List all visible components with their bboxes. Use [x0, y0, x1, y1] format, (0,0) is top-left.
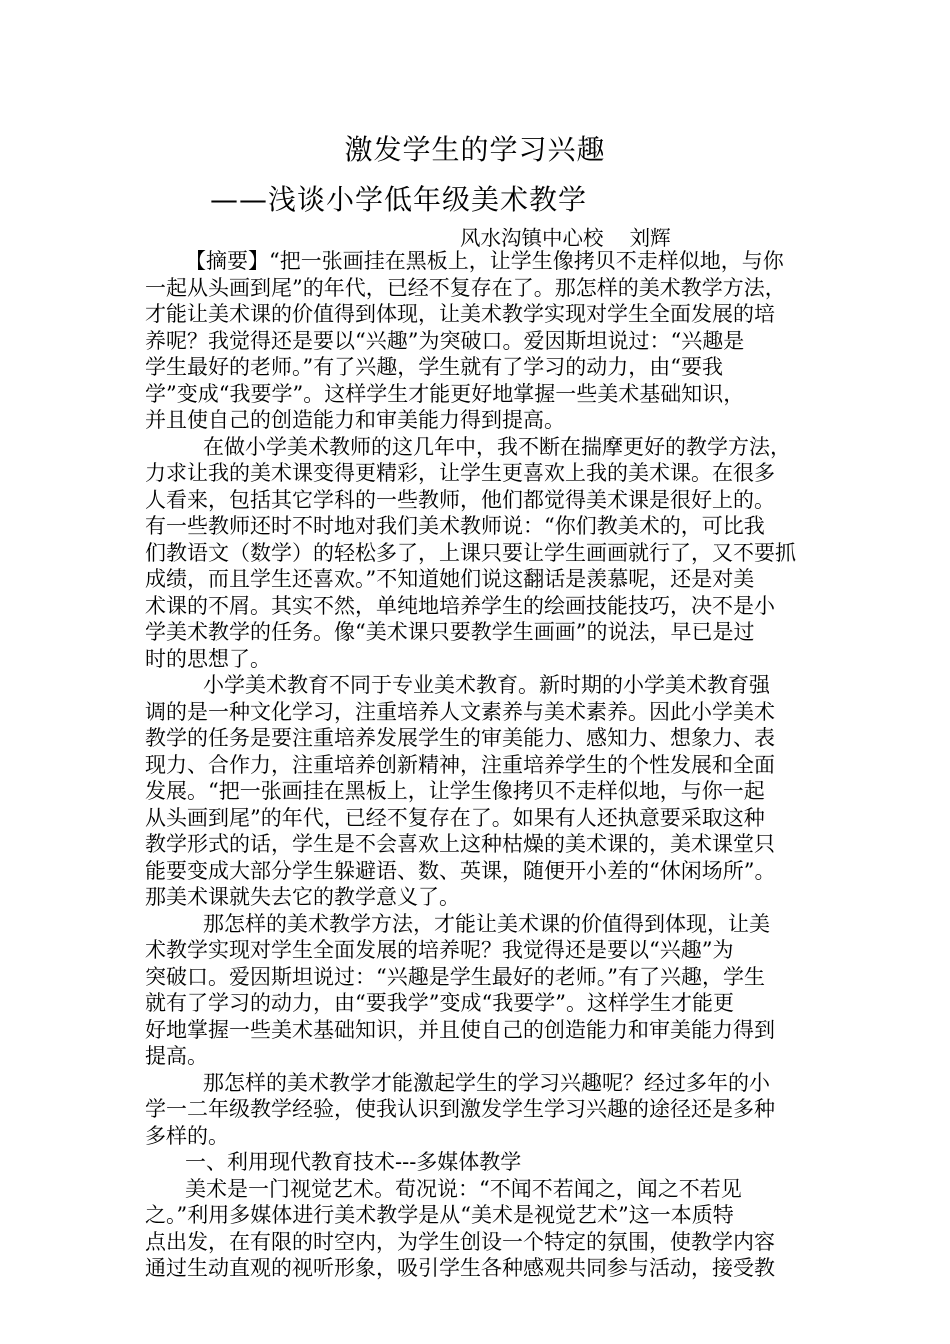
- text-line: 好地掌握一些美术基础知识，并且使自己的创造能力和审美能力得到: [145, 1017, 775, 1042]
- text-line: 【摘要】“把一张画挂在黑板上，让学生像拷贝不走样似地，与你: [185, 249, 784, 273]
- document-subtitle: ——浅谈小学低年级美术教学: [210, 183, 588, 216]
- text-line: 调的是一种文化学习，注重培养人文素养与美术素养。因此小学美术: [145, 699, 775, 724]
- text-line: 成绩，而且学生还喜欢。”不知道她们说这翻话是羡慕呢，还是对美: [145, 567, 755, 591]
- text-line: 那怎样的美术教学才能激起学生的学习兴趣呢？经过多年的小: [203, 1070, 770, 1095]
- text-line: 现力、合作力，注重培养创新精神，注重培养学生的个性发展和全面: [145, 752, 775, 777]
- document-body: [145, 248, 817, 1282]
- text-line: 突破口。爱因斯坦说过：“兴趣是学生最好的老师。”有了兴趣，学生: [145, 964, 765, 989]
- text-line: 能要变成大部分学生躲避语、数、英课，随便开小差的“休闲场所”。: [145, 858, 776, 883]
- text-line: 发展。“把一张画挂在黑板上，让学生像拷贝不走样似地，与你一起: [145, 779, 765, 803]
- text-line: 从头画到尾”的年代，已经不复存在了。如果有人还执意要采取这种: [145, 805, 765, 830]
- text-line: 一、利用现代教育技术---多媒体教学: [185, 1150, 522, 1174]
- text-line: 一起从头画到尾”的年代，已经不复存在了。那怎样的美术教学方法，: [145, 275, 786, 300]
- text-line: 提高。: [145, 1044, 208, 1068]
- text-line: 教学的任务是要注重培养发展学生的审美能力、感知力、想象力、表: [145, 726, 775, 750]
- text-line: 术课的不屑。其实不然，单纯地培养学生的绘画技能技巧，决不是小: [145, 593, 775, 618]
- text-line: 并且使自己的创造能力和审美能力得到提高。: [145, 408, 565, 432]
- text-line: 通过生动直观的视听形象，吸引学生各种感观共同参与活动，接受教: [145, 1256, 775, 1280]
- text-line: 那美术课就失去它的教学意义了。: [145, 885, 460, 909]
- text-line: 有一些教师还时不时地对我们美术教师说：“你们教美术的，可比我: [145, 514, 765, 538]
- text-line: 在做小学美术教师的这几年中，我不断在揣摩更好的教学方法，: [203, 434, 791, 459]
- author-line: 风水沟镇中心校 刘辉: [460, 226, 671, 250]
- text-line: 就有了学习的动力，由“要我学”变成“我要学”。这样学生才能更: [145, 991, 734, 1015]
- text-line: 美术是一门视觉艺术。荀况说：“不闻不若闻之，闻之不若见: [185, 1176, 742, 1201]
- text-line: 时的思想了。: [145, 646, 271, 671]
- text-line: 们教语文（数学）的轻松多了，上课只要让学生画画就行了，又不要抓: [145, 540, 796, 565]
- document-title: 激发学生的学习兴趣: [344, 133, 606, 166]
- text-line: 教学形式的话，学生是不会喜欢上这种枯燥的美术课的，美术课堂只: [145, 832, 775, 856]
- text-line: 力求让我的美术课变得更精彩，让学生更喜欢上我的美术课。在很多: [145, 461, 775, 485]
- text-line: 学生最好的老师。”有了兴趣，学生就有了学习的动力，由“要我: [145, 355, 723, 379]
- text-line: 学美术教学的任务。像“美术课只要教学生画画”的说法，早已是过: [145, 620, 755, 644]
- text-line: 术教学实现对学生全面发展的培养呢？我觉得还是要以“兴趣”为: [145, 938, 734, 962]
- text-line: 那怎样的美术教学方法，才能让美术课的价值得到体现，让美: [203, 911, 770, 936]
- text-line: 小学美术教育不同于专业美术教育。新时期的小学美术教育强: [203, 673, 770, 697]
- text-line: 人看来，包括其它学科的一些教师，他们都觉得美术课是很好上的。: [145, 487, 775, 512]
- text-line: 学”变成“我要学”。这样学生才能更好地掌握一些美术基础知识，: [145, 381, 745, 406]
- text-line: 才能让美术课的价值得到体现，让美术教学实现对学生全面发展的培: [145, 302, 775, 326]
- text-line: 之。”利用多媒体进行美术教学是从“美术是视觉艺术”这一本质特: [145, 1203, 734, 1227]
- text-line: 养呢？我觉得还是要以“兴趣”为突破口。爱因斯坦说过：“兴趣是: [145, 328, 745, 353]
- text-line: 学一二年级教学经验，使我认识到激发学生学习兴趣的途径还是多种: [145, 1097, 775, 1121]
- text-line: 多样的。: [145, 1123, 229, 1148]
- text-line: 点出发，在有限的时空内，为学生创设一个特定的氛围，使教学内容: [145, 1229, 775, 1254]
